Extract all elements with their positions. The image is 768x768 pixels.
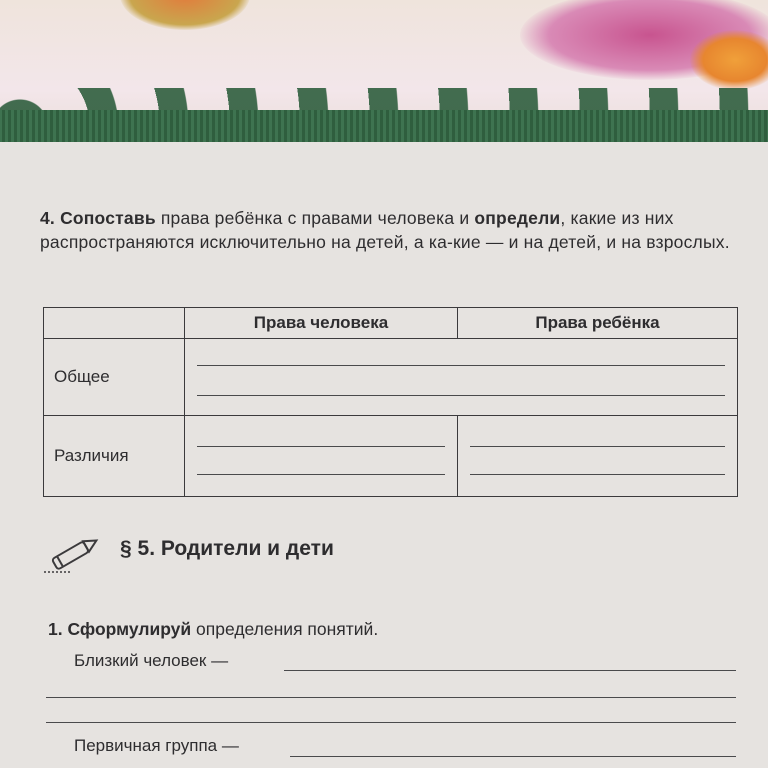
task-verb: определи — [474, 208, 561, 228]
common-answer-cell[interactable] — [185, 339, 738, 416]
answer-line — [197, 446, 445, 447]
task-number: 1. — [48, 619, 63, 639]
answer-line — [470, 474, 725, 475]
row-label-common: Общее — [44, 339, 185, 416]
task-number: 4. — [40, 208, 55, 228]
section-title: § 5. Родители и дети — [120, 537, 334, 560]
answer-line — [197, 395, 725, 396]
task-text: права ребёнка с правами человека и — [155, 208, 475, 228]
answer-line[interactable] — [46, 722, 736, 723]
cover-decoration — [690, 30, 768, 90]
pencil-icon — [42, 532, 104, 576]
table-header-child-rights: Права ребёнка — [458, 308, 738, 339]
book-cover-background — [0, 0, 768, 150]
answer-line — [197, 365, 725, 366]
table-header-human-rights: Права человека — [185, 308, 458, 339]
answer-line — [470, 446, 725, 447]
task-verb: Сопоставь — [60, 208, 156, 228]
task-4-instruction — [40, 206, 740, 254]
row-label-differences: Различия — [44, 416, 185, 497]
term-close-person: Близкий человек — — [74, 651, 229, 670]
cover-decoration — [120, 0, 250, 30]
rights-comparison-table — [43, 307, 738, 497]
child-rights-differences-cell[interactable] — [458, 416, 738, 497]
term-primary-group: Первичная группа — — [74, 736, 239, 755]
answer-line[interactable] — [284, 670, 736, 671]
task-verb: Сформулируй — [67, 619, 192, 639]
table-header-corner — [44, 308, 185, 339]
task-text: , какие из них распространяются исключительно на детей, а ка-кие — и на детей, и на взрослых. — [40, 208, 730, 252]
answer-line[interactable] — [46, 697, 736, 698]
task-1-instruction — [48, 619, 378, 640]
answer-line — [197, 474, 445, 475]
human-rights-differences-cell[interactable] — [185, 416, 458, 497]
task-text: определения понятий. — [191, 619, 379, 639]
answer-line[interactable] — [290, 756, 736, 757]
